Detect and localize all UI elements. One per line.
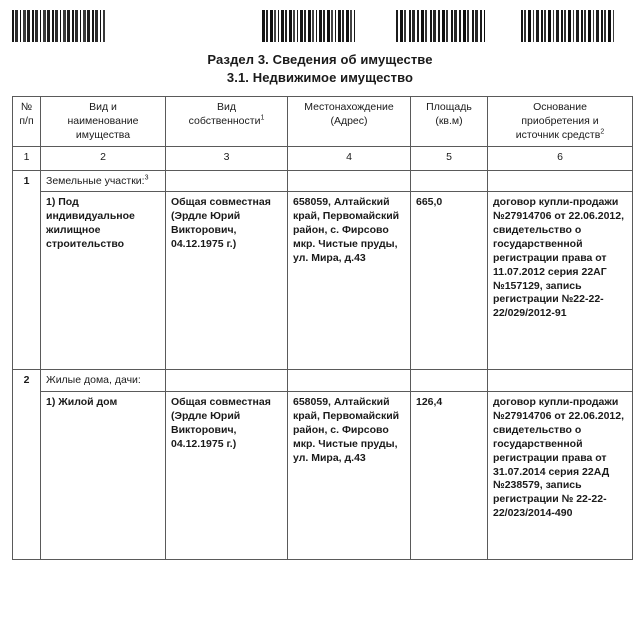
table-header-row xyxy=(13,97,633,147)
table-group-header-row xyxy=(13,370,633,392)
header-cell-number xyxy=(13,97,41,147)
column-number-3: 3 xyxy=(166,146,288,170)
barcode-strip xyxy=(0,0,640,48)
header-line-1: Местонахождение xyxy=(304,101,394,113)
table-group-header-row xyxy=(13,170,633,192)
header-cell-area xyxy=(411,97,488,147)
header-line-3: имущества xyxy=(75,128,131,141)
footnote-marker-3: 3 xyxy=(144,174,149,182)
column-number-4: 4 xyxy=(288,146,411,170)
property-table-wrapper xyxy=(12,96,632,560)
header-line-1: Площадь xyxy=(426,101,472,113)
group-empty-cell-ownership xyxy=(166,170,288,192)
cell-ownership-type: Общая совместная (Эрдле Юрий Викторович, 04.12.1975 г.) xyxy=(166,392,288,560)
cell-ownership-type: Общая совместная (Эрдле Юрий Викторович, 04.12.1975 г.) xyxy=(166,192,288,370)
header-line-1: Основание xyxy=(533,101,587,113)
section-subtitle: 3.1. Недвижимое имущество xyxy=(226,70,414,85)
group-label-cell: Земельные участки:$^3$ xyxy=(41,170,166,192)
group-empty-cell-address xyxy=(288,170,411,192)
section-title: Раздел 3. Сведения об имуществе xyxy=(207,52,433,67)
header-line-1: № xyxy=(20,101,33,113)
header-line-2: приобретения и xyxy=(521,114,599,127)
cell-basis: договор купли-продажи №27914706 от 22.06.2012, свидетельство о государственной регистрации права от 11.07.2012 серия 22АГ №157129, запись регистрации №22-22-22/029/2012-91 xyxy=(488,192,633,370)
barcode-2-icon xyxy=(262,10,356,42)
group-empty-cell-basis xyxy=(488,370,633,392)
property-table xyxy=(12,96,633,560)
group-empty-cell-address xyxy=(288,370,411,392)
group-index-cell: 2 xyxy=(13,370,41,560)
cell-address: 658059, Алтайский край, Первомайский район, с. Фирсово мкр. Чистые пруды, ул. Мира, д.43 xyxy=(288,392,411,560)
cell-address: 658059, Алтайский край, Первомайский район, с. Фирсово мкр. Чистые пруды, ул. Мира, д.43 xyxy=(288,192,411,370)
header-cell-ownership-type xyxy=(166,97,288,147)
header-line-1: Вид и xyxy=(89,101,117,113)
group-index-cell: 1 xyxy=(13,170,41,370)
group-empty-cell-basis xyxy=(488,170,633,192)
column-number-5: 5 xyxy=(411,146,488,170)
column-number-row xyxy=(13,146,633,170)
group-empty-cell-ownership xyxy=(166,370,288,392)
cell-property-name: 1) Под индивидуальное жилищное строительство xyxy=(41,192,166,370)
cell-area: 126,4 xyxy=(411,392,488,560)
footnote-marker-2: 2 xyxy=(600,128,605,136)
barcode-4-icon xyxy=(521,10,616,42)
barcode-1-icon xyxy=(12,10,105,42)
cell-basis: договор купли-продажи №27914706 от 22.06.2012, свидетельство о государственной регистрации права от 31.07.2014 серия 22АД №238579, запись регистрации № 22-22-22/023/2014-490 xyxy=(488,392,633,560)
header-line-2: п/п xyxy=(19,114,34,127)
header-line-2: (кв.м) xyxy=(435,114,463,127)
header-cell-property-name xyxy=(41,97,166,147)
group-empty-cell-area xyxy=(411,370,488,392)
footnote-marker-1: 1 xyxy=(260,114,265,122)
group-empty-cell-area xyxy=(411,170,488,192)
header-line-2: (Адрес) xyxy=(330,114,368,127)
header-line-3: источник средств$^2$ xyxy=(515,128,605,141)
cell-property-name: 1) Жилой дом xyxy=(41,392,166,560)
column-number-1: 1 xyxy=(13,146,41,170)
column-number-6: 6 xyxy=(488,146,633,170)
table-row xyxy=(13,192,633,370)
header-line-2: собственности$^1$ xyxy=(188,114,265,127)
header-cell-location xyxy=(288,97,411,147)
header-line-2: наименование xyxy=(67,114,139,127)
cell-area: 665,0 xyxy=(411,192,488,370)
column-number-2: 2 xyxy=(41,146,166,170)
header-cell-basis xyxy=(488,97,633,147)
table-row xyxy=(13,392,633,560)
header-line-1: Вид xyxy=(217,101,236,113)
group-label-cell: Жилые дома, дачи: xyxy=(41,370,166,392)
barcode-3-icon xyxy=(396,10,485,42)
